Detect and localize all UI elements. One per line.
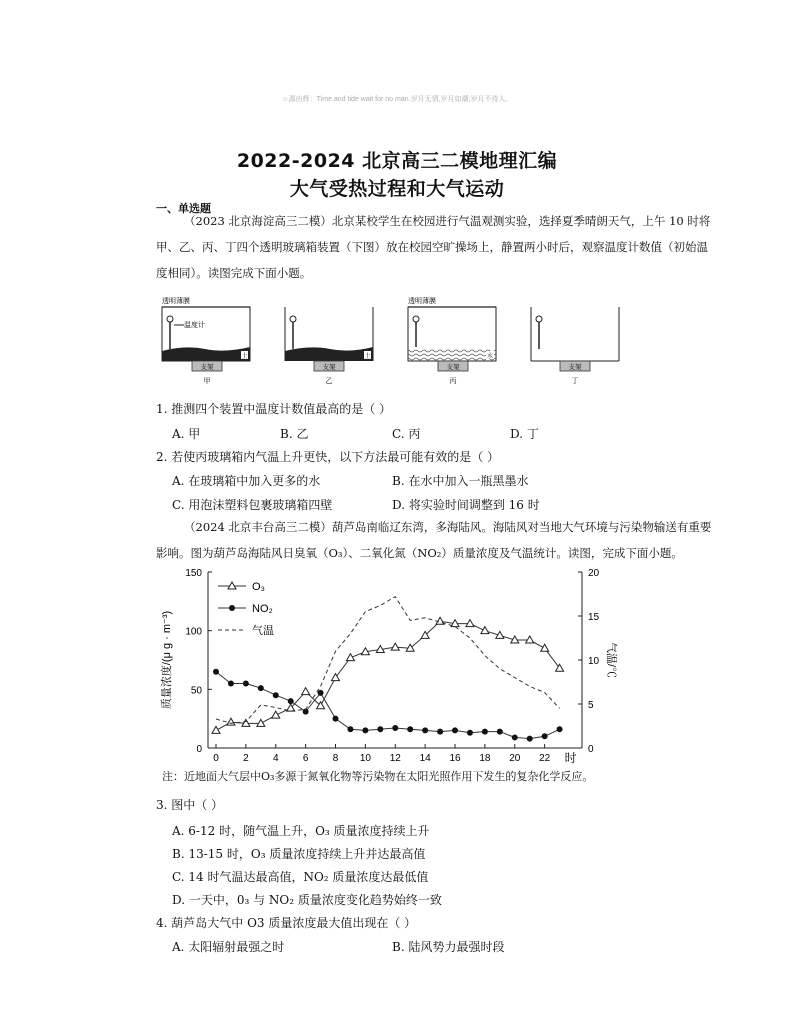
no2-point xyxy=(437,729,443,735)
y-tick-label-right: 15 xyxy=(588,612,600,623)
no2-point xyxy=(333,716,339,722)
x-tick-label: 0 xyxy=(213,753,219,764)
no2-point xyxy=(482,729,488,735)
question-3-stem: 3. 图中（ ） xyxy=(156,798,224,812)
thermometer-label: 温度计 xyxy=(184,322,205,329)
x-tick-label: 4 xyxy=(272,753,279,764)
no2-point xyxy=(288,698,294,704)
question-2-stem: 2. 若使丙玻璃箱内气温上升更快，以下方法最可能有效的是（ ） xyxy=(156,450,500,464)
o3-point xyxy=(466,620,474,627)
svg-text:乙: 乙 xyxy=(325,378,333,385)
no2-point xyxy=(347,726,353,732)
q2-option-b[interactable]: B. 在水中加入一瓶黑墨水 xyxy=(392,474,529,488)
x-tick-label: 16 xyxy=(449,753,461,764)
svg-text:支架: 支架 xyxy=(568,364,582,371)
q3-option-a[interactable]: A. 6-12 时，随气温上升，O₃ 质量浓度持续上升 xyxy=(172,824,430,838)
q4-option-a[interactable]: A. 太阳辐射最强之时 xyxy=(172,940,285,954)
no2-point xyxy=(362,727,368,733)
legend-label-o3: O₃ xyxy=(252,581,266,593)
q3-option-b[interactable]: B. 13-15 时，O₃ 质量浓度持续上升并达最高值 xyxy=(172,847,426,861)
q3-option-c[interactable]: C. 14 时气温达最高值，NO₂ 质量浓度达最低值 xyxy=(172,870,429,884)
no2-point xyxy=(407,726,413,732)
no2-point xyxy=(243,680,249,686)
y-axis-label-left: 质量浓度/(μ g · m⁻³) xyxy=(161,610,173,710)
y-tick-label-left: 150 xyxy=(185,568,202,579)
x-tick-label: 6 xyxy=(302,753,309,764)
box-name: 甲 xyxy=(203,378,211,385)
x-tick-label: 18 xyxy=(479,753,491,764)
section-heading: 一、单选题 xyxy=(156,202,211,215)
y-tick-label-right: 10 xyxy=(588,656,600,667)
o3-point xyxy=(272,711,280,718)
y-tick-label-right: 20 xyxy=(588,568,600,579)
x-tick-label: 10 xyxy=(359,753,371,764)
y-tick-label-right: 5 xyxy=(588,700,594,711)
o3-point xyxy=(346,654,354,661)
no2-point xyxy=(213,669,219,675)
soil-label: 土 xyxy=(241,354,248,360)
o3-point xyxy=(481,627,489,634)
svg-text:丁: 丁 xyxy=(571,378,579,385)
legend-label-no2: NO₂ xyxy=(252,603,273,615)
no2-point xyxy=(497,729,503,735)
document-subtitle: 大气受热过程和大气运动 xyxy=(289,178,505,200)
box-ding xyxy=(531,307,619,385)
svg-text:支架: 支架 xyxy=(446,364,460,371)
film-label: 透明薄膜 xyxy=(162,298,190,305)
x-tick-label: 14 xyxy=(419,753,431,764)
o3-point xyxy=(212,726,220,733)
y-tick-label-left: 50 xyxy=(190,685,202,697)
x-axis-label: 时 xyxy=(564,751,577,765)
x-tick-label: 2 xyxy=(243,753,249,764)
box-jia xyxy=(162,296,250,385)
no2-point xyxy=(452,727,458,733)
no2-point xyxy=(392,725,398,731)
passage-1: （2023 北京海淀高三二模）北京某校学生在校园进行气温观测实验，选择夏季晴朗天气，上午 10 时将甲、乙、丙、丁四个透明玻璃箱装置（下图）放在校园空旷操场上，静置两小时后，观察温度计数值（初始温度相同）。读图完成下面小题。 xyxy=(156,214,711,280)
x-tick-label: 12 xyxy=(389,753,401,764)
q1-option-b[interactable]: B. 乙 xyxy=(280,427,309,441)
o3-point xyxy=(227,718,235,725)
no2-point xyxy=(422,727,428,733)
q3-option-d[interactable]: D. 一天中，0₃ 与 NO₂ 质量浓度变化趋势始终一致 xyxy=(172,893,442,907)
o3-point xyxy=(391,643,399,650)
svg-text:土: 土 xyxy=(364,354,371,360)
q4-option-b[interactable]: B. 陆风势力最强时段 xyxy=(392,940,505,954)
q1-option-d[interactable]: D. 丁 xyxy=(510,427,539,441)
x-tick-label: 22 xyxy=(539,753,551,764)
q1-option-c[interactable]: C. 丙 xyxy=(392,427,421,441)
passage-2: （2024 北京丰台高三二模）葫芦岛南临辽东湾，多海陆风。海陆风对当地大气环境与污染物输送有重要影响。图为葫芦岛海陆风日臭氧（O₃）、二氧化氮（NO₂）质量浓度及气温统计。读图，完成下面小题。 xyxy=(156,520,712,560)
water-label: 水 xyxy=(486,354,494,360)
q2-option-c[interactable]: C. 用泡沫塑料包裹玻璃箱四壁 xyxy=(172,498,333,512)
ozone-no2-temperature-chart xyxy=(150,562,620,767)
svg-text:丙: 丙 xyxy=(449,378,457,385)
glass-box-figure xyxy=(150,293,650,388)
legend-label-temp: 气温 xyxy=(252,625,274,637)
svg-text:透明薄膜: 透明薄膜 xyxy=(408,298,436,305)
box-yi xyxy=(285,307,373,385)
no2-point xyxy=(377,726,383,732)
y-tick-label-left: 100 xyxy=(185,626,202,638)
stand-label: 支架 xyxy=(200,364,214,371)
x-tick-label: 20 xyxy=(509,753,521,764)
no2-point xyxy=(258,685,264,691)
legend-marker-no2 xyxy=(229,605,235,611)
y-axis-label-right: 气温/℃ xyxy=(605,641,617,679)
q2-option-d[interactable]: D. 将实验时间调整到 16 时 xyxy=(392,498,540,512)
o3-point xyxy=(541,644,549,651)
y-tick-label-left: 0 xyxy=(196,744,202,755)
svg-text:支架: 支架 xyxy=(322,364,336,371)
question-1-stem: 1. 推测四个装置中温度计数值最高的是（ ） xyxy=(156,402,392,416)
document-title: 2022-2024 北京高三二模地理汇编 xyxy=(236,150,558,172)
q1-option-a[interactable]: A. 甲 xyxy=(172,427,201,441)
watermark: ☺源由辉：Time and tide wait for no man.岁月无情,岁月如潮;岁月不待人。 xyxy=(281,96,513,103)
no2-point xyxy=(273,692,279,698)
no2-point xyxy=(527,736,533,742)
series-line-2 xyxy=(216,597,560,724)
chart-note: 注：近地面大气层中O₃多源于氮氧化物等污染物在太阳光照作用下发生的复杂化学反应。 xyxy=(162,770,594,783)
o3-point xyxy=(257,719,265,726)
series-line-1 xyxy=(216,672,560,739)
no2-point xyxy=(557,726,563,732)
series-line-0 xyxy=(216,621,560,730)
no2-point xyxy=(542,733,548,739)
question-4-stem: 4. 葫芦岛大气中 O3 质量浓度最大值出现在（ ） xyxy=(156,916,417,930)
no2-point xyxy=(318,690,324,696)
x-tick-label: 8 xyxy=(332,753,339,764)
o3-point xyxy=(302,688,310,695)
no2-point xyxy=(467,730,473,736)
box-bing xyxy=(408,296,496,385)
y-tick-label-right: 0 xyxy=(588,744,594,755)
no2-point xyxy=(228,680,234,686)
q2-option-a[interactable]: A. 在玻璃箱中加入更多的水 xyxy=(172,474,321,488)
no2-point xyxy=(512,734,518,740)
